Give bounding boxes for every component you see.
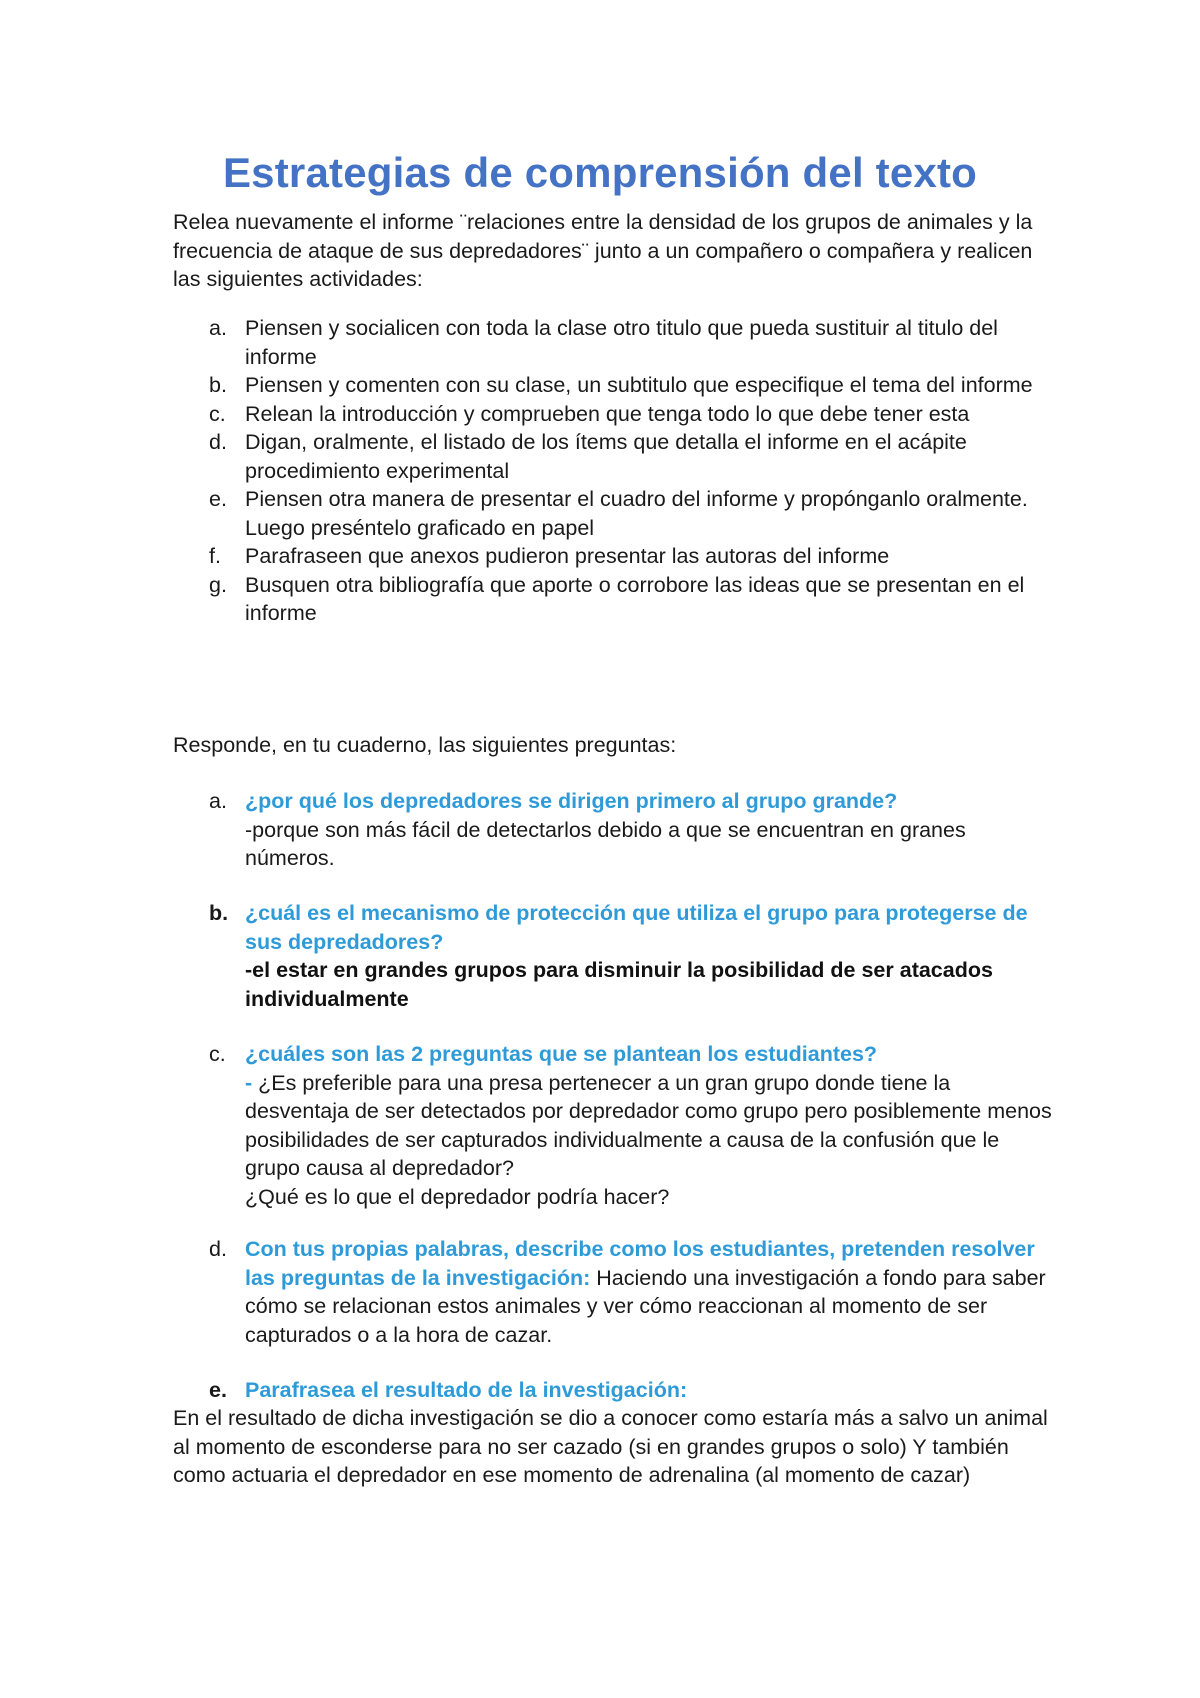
- list-marker: e.: [209, 1378, 227, 1402]
- list-item: [173, 1376, 1053, 1405]
- intro-paragraph: Relea nuevamente el informe ¨relaciones entre la densidad de los grupos de animales y la frecuencia de ataque de sus depredadores¨ junto a un compañero o compañera y realicen las siguientes actividades:: [173, 210, 1033, 291]
- list-item-text: Digan, oralmente, el listado de los ítems que detalla el informe en el acápite procedimiento experimental: [245, 430, 967, 483]
- list-marker: c.: [209, 401, 226, 426]
- list-item: [173, 371, 1053, 400]
- list-item: [173, 787, 1053, 873]
- list-marker: c.: [209, 1042, 226, 1066]
- list-marker: a.: [209, 316, 227, 340]
- question-a: [173, 787, 1053, 873]
- list-item-text: Piensen y comenten con su clase, un subtitulo que especifique el tema del informe: [245, 373, 1033, 397]
- list-item: [173, 542, 1053, 571]
- page-title: Estrategias de comprensión del texto: [222, 149, 978, 196]
- question-b: [173, 899, 1053, 1013]
- list-marker: f.: [209, 544, 221, 568]
- question-c: [173, 1040, 1053, 1211]
- list-item: [173, 400, 1053, 429]
- answer-text: Haciendo una investigación a fondo para saber cómo se relacionan estos animales y ver cómo reaccionan al momento de ser capturados o a la hora de cazar.: [245, 1265, 1046, 1347]
- list-marker: b.: [209, 373, 227, 397]
- answer-e-paragraph: En el resultado de dicha investigación se dio a conocer como estaría más a salvo un animal al momento de esconderse para no ser cazado (si en grandes grupos o solo) Y también como actuaria el depredador en ese momento de adrenalina (al momento de cazar): [173, 1406, 1048, 1487]
- question-text: Parafrasea el resultado de la investigación:: [245, 1378, 688, 1402]
- question-text: ¿cuál es el mecanismo de protección que utiliza el grupo para protegerse de sus depredadores?: [245, 901, 1028, 954]
- list-item: [173, 428, 1053, 485]
- list-item-text: Parafraseen que anexos pudieron presentar las autoras del informe: [245, 544, 890, 568]
- list-marker: g.: [209, 572, 227, 597]
- answer-text: -porque son más fácil de detectarlos debido a que se encuentran en granes números.: [245, 817, 966, 870]
- question-text: ¿cuáles son las 2 preguntas que se plantean los estudiantes?: [245, 1042, 878, 1066]
- list-item: [173, 1235, 1053, 1349]
- list-item: [173, 1040, 1053, 1211]
- responde-paragraph: Responde, en tu cuaderno, las siguientes preguntas:: [173, 733, 677, 757]
- list-marker: d.: [209, 1237, 227, 1261]
- list-item: [173, 571, 1053, 628]
- list-marker: e.: [209, 487, 227, 511]
- activities-list: [173, 314, 1053, 628]
- list-item-text: Piensen y socialicen con toda la clase otro titulo que pueda sustituir al titulo del informe: [245, 316, 998, 369]
- list-item: [173, 314, 1053, 371]
- list-item-text: Busquen otra bibliografía que aporte o corrobore las ideas que se presentan en el informe: [245, 572, 1025, 625]
- question-d: [173, 1235, 1053, 1349]
- list-marker: d.: [209, 430, 227, 454]
- list-item: [173, 899, 1053, 1013]
- question-text: ¿por qué los depredadores se dirigen primero al grupo grande?: [245, 789, 898, 813]
- answer-text-2: ¿Qué es lo que el depredador podría hacer?: [245, 1184, 670, 1209]
- list-marker: a.: [209, 789, 227, 813]
- list-item-text: Piensen otra manera de presentar el cuadro del informe y propónganlo oralmente. Luego preséntelo graficado en papel: [245, 487, 1028, 540]
- question-text: Con tus propias palabras, describe como los estudiantes, pretenden resolver las preguntas de la investigación:: [245, 1237, 1035, 1290]
- list-item-text: Relean la introducción y comprueben que tenga todo lo que debe tener esta: [245, 401, 970, 426]
- answer-dash: -: [245, 1070, 253, 1095]
- question-e: [173, 1376, 1053, 1405]
- answer-text: ¿Es preferible para una presa pertenecer a un gran grupo donde tiene la desventaja de ser detectados por depredador como grupo pero posiblemente menos posibilidades de ser capturados individualmente a causa de la confusión que le grupo causa al depredador?: [245, 1070, 1052, 1180]
- answer-text: -el estar en grandes grupos para disminuir la posibilidad de ser atacados individualmente: [245, 958, 993, 1011]
- list-marker: b.: [209, 901, 229, 925]
- list-item: [173, 485, 1053, 542]
